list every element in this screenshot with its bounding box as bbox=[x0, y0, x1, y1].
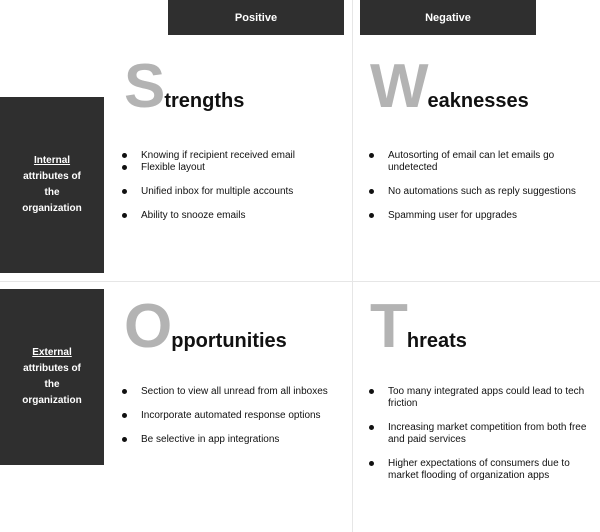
internal-row-key: Internal bbox=[33, 155, 71, 166]
internal-row-line3: organization bbox=[22, 203, 82, 214]
opportunities-initial: O bbox=[124, 292, 172, 361]
strengths-list bbox=[122, 150, 322, 222]
opportunities-title bbox=[124, 292, 287, 361]
internal-row-label bbox=[0, 97, 104, 273]
strengths-item: Knowing if recipient received email bbox=[122, 150, 322, 162]
external-row-key: External bbox=[32, 347, 72, 358]
internal-row-line2: the bbox=[44, 187, 60, 198]
threats-title bbox=[370, 292, 467, 361]
weaknesses-list bbox=[369, 150, 589, 222]
weaknesses-item: No automations such as reply suggestions bbox=[369, 186, 589, 198]
threats-title-rest: hreats bbox=[406, 330, 467, 352]
weaknesses-title bbox=[370, 52, 529, 121]
strengths-item: Ability to snooze emails bbox=[122, 210, 322, 222]
weaknesses-item: Spamming user for upgrades bbox=[369, 210, 589, 222]
strengths-title bbox=[124, 52, 245, 121]
strengths-title-rest: trengths bbox=[164, 90, 245, 112]
external-row-label bbox=[0, 289, 104, 465]
weaknesses-title-rest: eaknesses bbox=[427, 90, 529, 112]
opportunities-item: Be selective in app integrations bbox=[122, 434, 342, 446]
threats-list bbox=[369, 386, 589, 482]
opportunities-list bbox=[122, 386, 342, 446]
threats-item: Too many integrated apps could lead to tech friction bbox=[369, 386, 589, 410]
opportunities-title-rest: pportunities bbox=[171, 330, 287, 352]
weaknesses-item: Autosorting of email can let emails go undetected bbox=[369, 150, 589, 174]
weaknesses-initial: W bbox=[370, 52, 428, 121]
strengths-item: Flexible layout bbox=[122, 162, 322, 174]
strengths-item: Unified inbox for multiple accounts bbox=[122, 186, 322, 198]
opportunities-item: Incorporate automated response options bbox=[122, 410, 342, 422]
external-row-line3: organization bbox=[22, 395, 82, 406]
threats-item: Increasing market competition from both free and paid services bbox=[369, 422, 589, 446]
strengths-initial: S bbox=[124, 52, 165, 121]
positive-column-header: Positive bbox=[168, 0, 344, 35]
threats-item: Higher expectations of consumers due to market flooding of organization apps bbox=[369, 458, 589, 482]
external-row-line1: attributes of bbox=[23, 363, 81, 374]
vertical-divider bbox=[352, 0, 353, 532]
external-row-line2: the bbox=[44, 379, 60, 390]
threats-initial: T bbox=[370, 292, 407, 361]
opportunities-item: Section to view all unread from all inboxes bbox=[122, 386, 342, 398]
horizontal-divider bbox=[0, 281, 600, 282]
internal-row-line1: attributes of bbox=[23, 171, 81, 182]
negative-column-header: Negative bbox=[360, 0, 536, 35]
